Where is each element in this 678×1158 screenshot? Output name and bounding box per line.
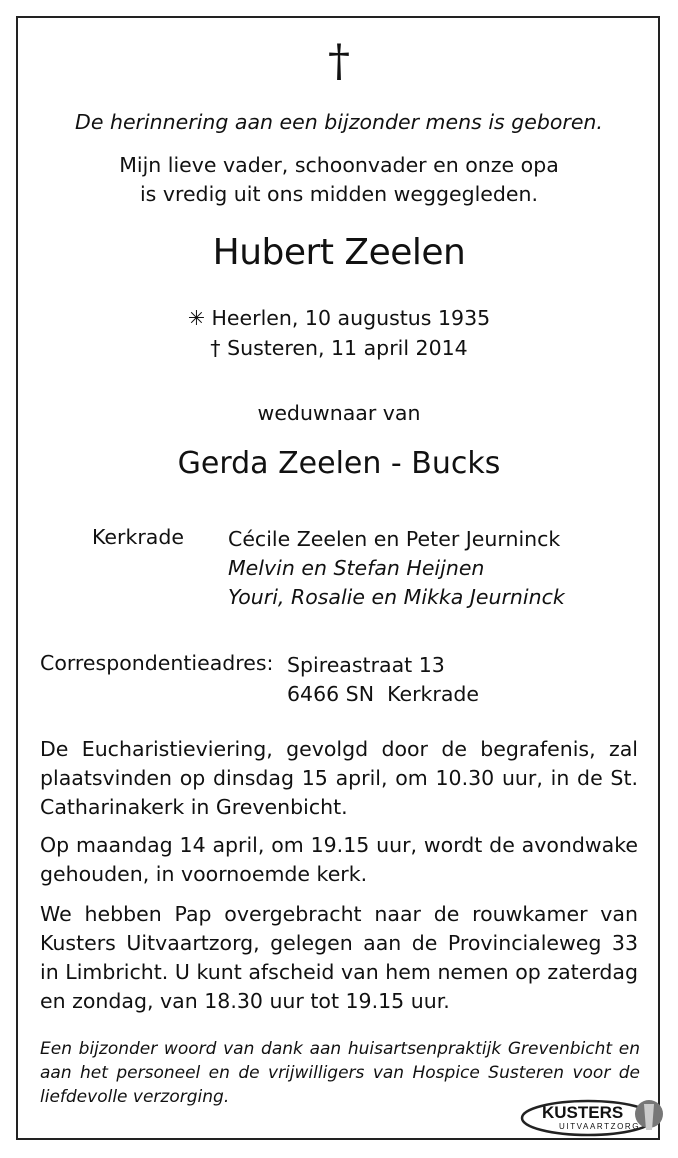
intro-text <box>0 151 678 209</box>
death-date: † Susteren, 11 april 2014 <box>210 336 468 360</box>
family-list <box>228 525 565 612</box>
address-city: 6466 SN Kerkrade <box>287 682 480 706</box>
spouse-name: Gerda Zeelen - Bucks <box>177 446 501 481</box>
logo-sub: UITVAARTZORG <box>559 1122 641 1131</box>
service-paragraph: De Eucharistieviering, gevolgd door de begrafenis, zal plaatsvinden op dinsdag 15 april, om 10.30 uur, in de St. Catharinakerk in Grevenbicht. <box>40 737 638 819</box>
family-line: Melvin en Stefan Heijnen <box>228 556 485 580</box>
spouse-relation: weduwnaar van <box>257 401 421 425</box>
cross-icon: † <box>328 36 350 87</box>
wake-paragraph: Op maandag 14 april, om 19.15 uur, wordt de avondwake gehouden, in voornoemde kerk. <box>40 833 638 886</box>
viewing-paragraph: We hebben Pap overgebracht naar de rouwkamer van Kusters Uitvaartzorg, gelegen aan de Provincialeweg 33 in Limbricht. U kunt afscheid van hem nemen op zaterdag en zondag, van 18.30 uur tot 19.15 uur. <box>40 902 638 1013</box>
address-street: Spireastraat 13 <box>287 653 445 677</box>
family-line: Cécile Zeelen en Peter Jeurninck <box>228 527 561 551</box>
logo-brand: KUSTERS <box>542 1103 624 1122</box>
correspondence-address <box>287 651 479 709</box>
thanks-note: Een bijzonder woord van dank aan huisartsenpraktijk Grevenbicht en aan het personeel en de vrijwilligers van Hospice Susteren voor de liefdevolle verzorging. <box>40 1039 640 1107</box>
family-line: Youri, Rosalie en Mikka Jeurninck <box>228 585 565 609</box>
memorial-quote: De herinnering aan een bijzonder mens is geboren. <box>75 110 603 134</box>
kusters-logo <box>516 1090 666 1142</box>
deceased-name: Hubert Zeelen <box>212 232 466 273</box>
life-dates <box>0 303 678 363</box>
intro-line: Mijn lieve vader, schoonvader en onze opa <box>119 153 559 177</box>
correspondence-label: Correspondentieadres: <box>40 651 274 675</box>
intro-line: is vredig uit ons midden weggegleden. <box>139 182 539 206</box>
family-place: Kerkrade <box>92 525 184 549</box>
birth-date: ✳ Heerlen, 10 augustus 1935 <box>187 306 491 330</box>
